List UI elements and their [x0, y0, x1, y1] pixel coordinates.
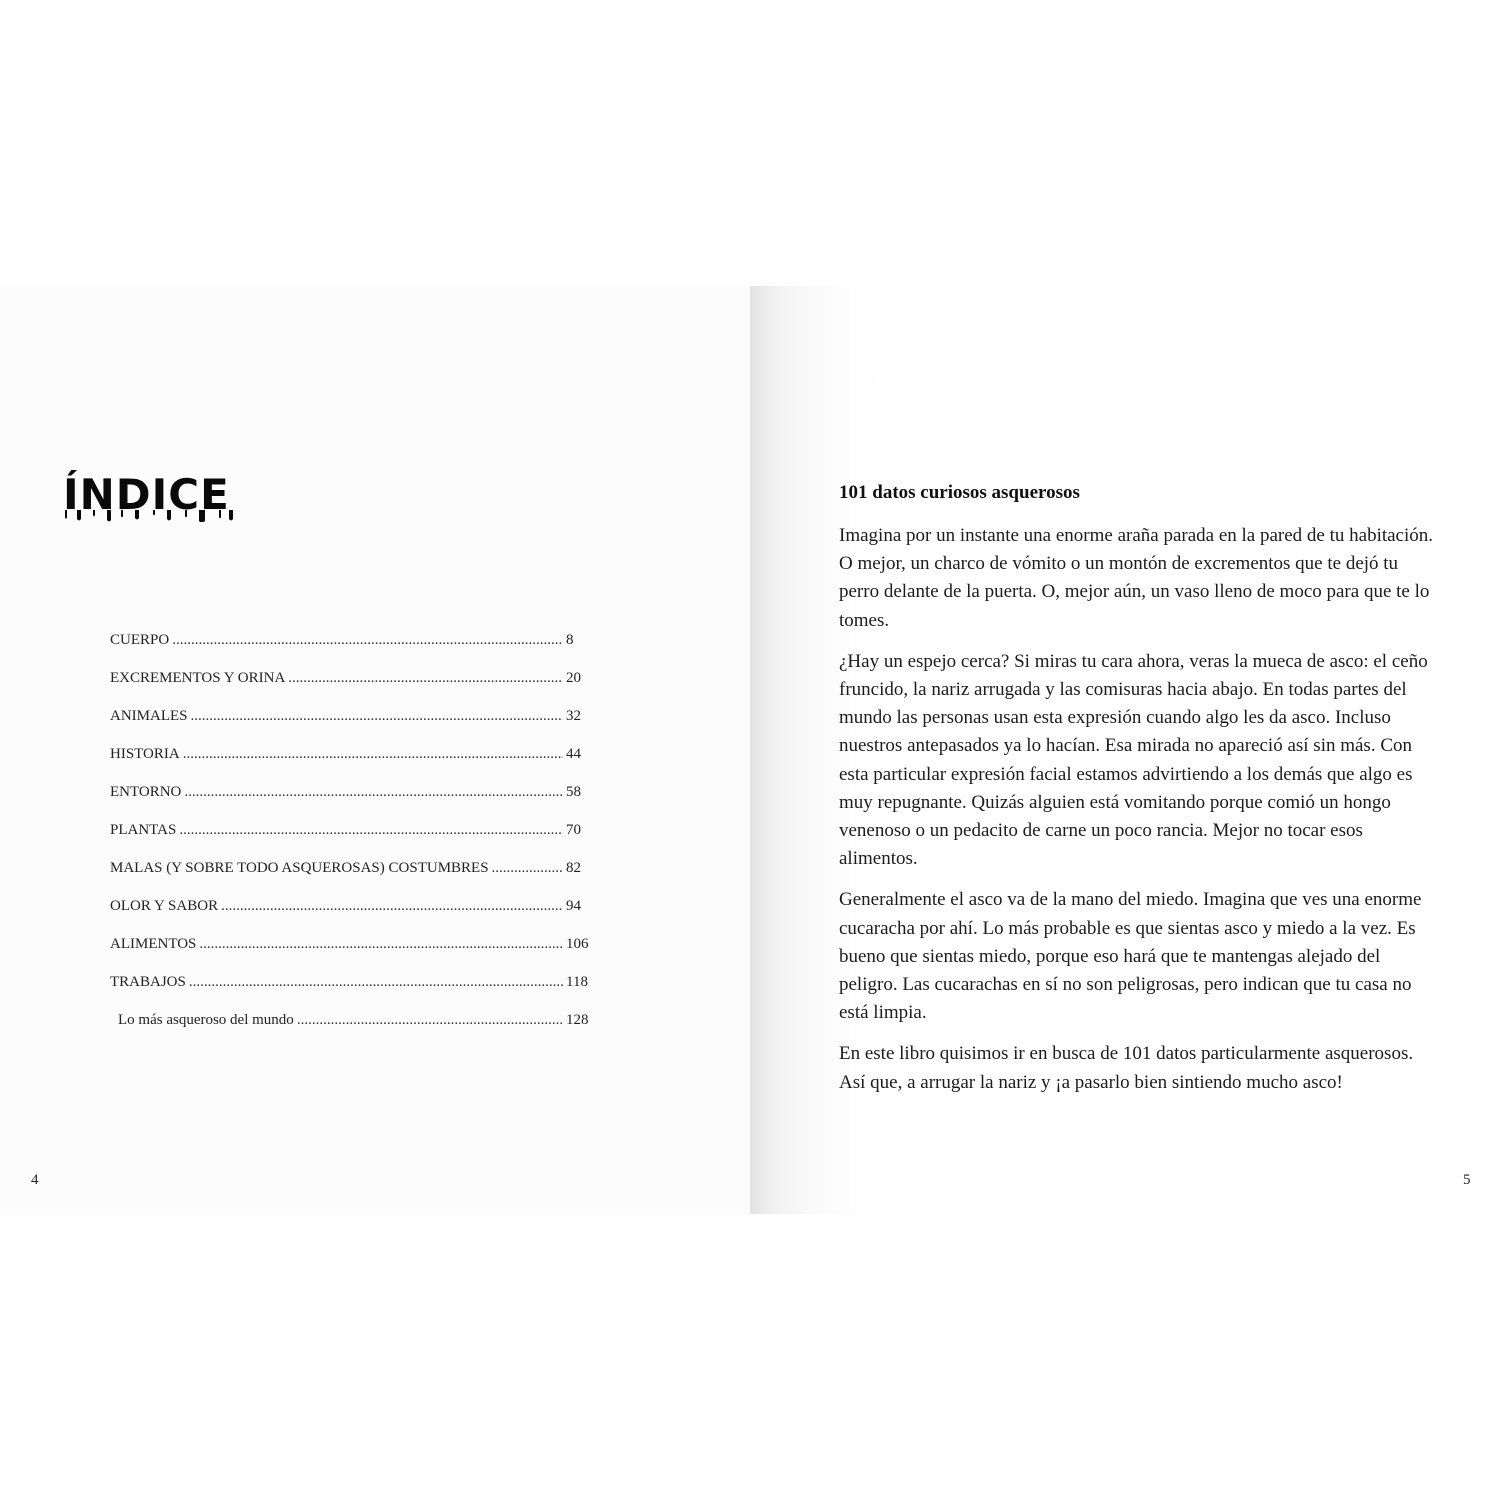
toc-line [110, 972, 563, 992]
toc-line [110, 744, 563, 764]
left-page [0, 286, 750, 1214]
toc-line [110, 858, 563, 878]
toc-page-number: 32 [566, 708, 581, 724]
intro-body [839, 522, 1441, 1110]
toc-chapter-title: ENTORNO [110, 784, 182, 800]
toc-page-number: 70 [566, 822, 581, 838]
toc-line [110, 782, 563, 802]
toc-leader-dots [183, 744, 563, 764]
toc-chapter-title: EXCREMENTOS Y ORINA [110, 670, 286, 686]
index-title: ÍNDICE [63, 470, 230, 519]
toc-leader-dots [189, 972, 563, 992]
intro-paragraph: Imagina por un instante una enorme araña parada en la pared de tu habitación. O mejor, un charco de vómito o un montón de excrementos que te dejó tu perro delante de la puerta. O, mejor aún, un vaso lleno de moco para que te lo tomes. [839, 525, 1434, 631]
toc-page-number: 118 [566, 974, 588, 990]
toc-page-number: 8 [566, 632, 574, 648]
toc-chapter-title: HISTORIA [110, 746, 180, 762]
page-number-right: 5 [1463, 1172, 1471, 1188]
toc-chapter-title: TRABAJOS [110, 974, 186, 990]
toc-leader-dots [191, 706, 564, 726]
intro-paragraph: En este libro quisimos ir en busca de 101 datos particularmente asquerosos. Así que, a arrugar la nariz y ¡a pasarlo bien sintiendo mucho asco! [839, 1043, 1414, 1093]
toc-leader-dots [288, 668, 563, 688]
toc-line [110, 896, 563, 916]
toc-page-number: 106 [566, 936, 589, 952]
intro-heading: 101 datos curiosos asquerosos [839, 482, 1080, 503]
toc-chapter-title: PLANTAS [110, 822, 177, 838]
toc-leader-dots [221, 896, 563, 916]
toc-line [110, 820, 563, 840]
toc-page-number: 58 [566, 784, 581, 800]
toc-line [110, 706, 563, 726]
right-page [750, 286, 1501, 1214]
toc-line [110, 630, 563, 650]
toc-leader-dots [184, 782, 563, 802]
toc-leader-dots [492, 858, 563, 878]
toc-leader-dots [179, 820, 563, 840]
intro-paragraph: ¿Hay un espejo cerca? Si miras tu cara ahora, veras la mueca de asco: el ceño fruncido, la nariz arrugada y las comisuras hacia abajo. En todas partes del mundo las personas usan esta expresión cuando algo les da asco. Incluso nuestros antepasados ya lo hacían. Esa mirada no apareció así sin más. Con esta particular expresión facial estamos advirtiendo a los demás que algo es muy repugnante. Quizás alguien está vomitando porque comió un hongo venenoso o un pedacito de carne un poco rancia. Mejor no tocar esos alimentos. [839, 650, 1428, 870]
toc-line [110, 934, 563, 954]
toc-page-number: 94 [566, 898, 581, 914]
toc-leader-dots [199, 934, 563, 954]
toc-chapter-title: OLOR Y SABOR [110, 898, 219, 914]
toc-leader-dots [172, 630, 563, 650]
book-spread [0, 286, 1501, 1214]
toc-page-number: 44 [566, 746, 581, 762]
toc-line [118, 1010, 563, 1030]
toc-extra-title: Lo más asqueroso del mundo [118, 1012, 294, 1028]
toc-chapter-title: MALAS (Y SOBRE TODO ASQUEROSAS) COSTUMBRES [110, 860, 489, 876]
toc-line [110, 668, 563, 688]
page-number-left: 4 [31, 1172, 39, 1188]
toc-chapter-title: ANIMALES [110, 708, 188, 724]
intro-paragraph: Generalmente el asco va de la mano del miedo. Imagina que ves una enorme cucaracha por ahí. Lo más probable es que sientas asco y miedo a la vez. Es bueno que sientas miedo, porque eso hará que te mantengas alejado del peligro. Las cucarachas en sí no son peligrosas, pero indican que tu casa no está limpia. [839, 889, 1422, 1024]
toc-page-number: 20 [566, 670, 581, 686]
toc-leader-dots [297, 1010, 563, 1030]
slime-drip-decoration-icon [63, 510, 238, 522]
toc-chapter-title: ALIMENTOS [110, 936, 197, 952]
toc-page-number: 82 [566, 860, 581, 876]
toc-chapter-title: CUERPO [110, 632, 170, 648]
toc-page-number: 128 [566, 1012, 589, 1028]
